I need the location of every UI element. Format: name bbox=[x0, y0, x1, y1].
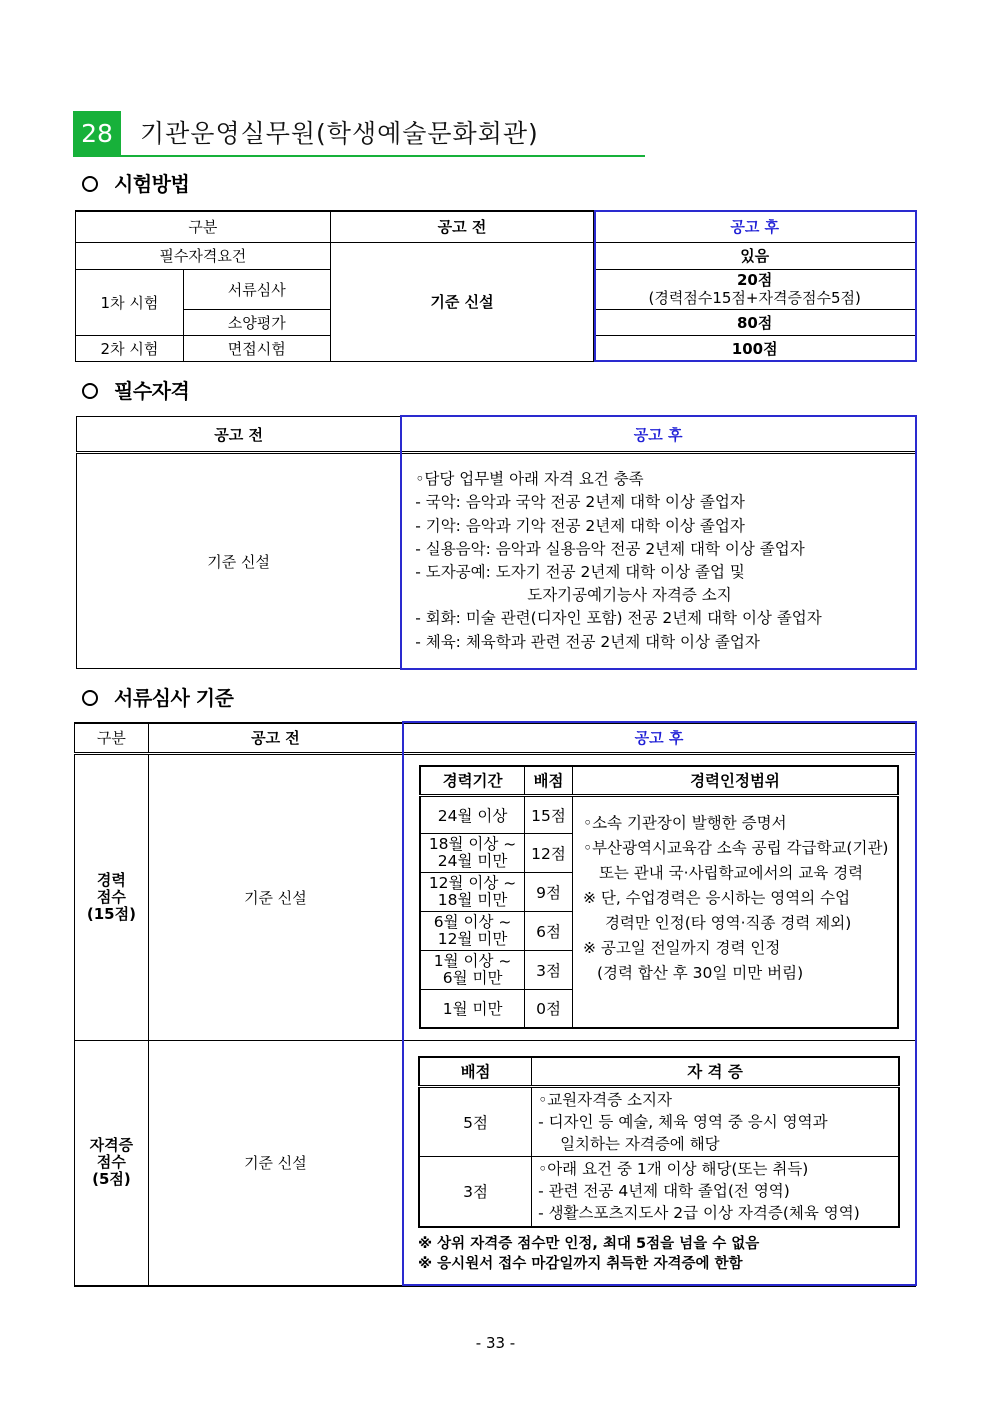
label-line: 경력 bbox=[96, 870, 126, 889]
label-line: (5점) bbox=[92, 1170, 131, 1189]
period-line: 6월 이상 ~ bbox=[433, 913, 512, 931]
table-row-score: 0점 bbox=[525, 990, 573, 1028]
period-line: 1월 이상 ~ bbox=[433, 952, 512, 970]
scope-line: 경력만 인정(타 영역·직종 경력 제외) bbox=[604, 914, 852, 932]
col-score: 배점 bbox=[525, 766, 573, 796]
period-line: 6월 미만 bbox=[442, 969, 503, 987]
list-item: - 실용음악: 음악과 실용음악 전공 2년제 대학 이상 졸업자 bbox=[415, 539, 805, 558]
scope-line: 또는 관내 국·사립학교에서의 교육 경력 bbox=[598, 864, 864, 882]
license-line: - 관련 전공 4년제 대학 졸업(전 영역) bbox=[538, 1182, 790, 1201]
table-row-score: 12점 bbox=[525, 834, 573, 873]
col-scope: 경력인정범위 bbox=[572, 766, 898, 796]
career-after-cell bbox=[403, 753, 916, 1040]
header-category: 구분 bbox=[76, 211, 331, 242]
label-line: (15점) bbox=[86, 904, 136, 923]
license-line: ◦아래 요건 중 1개 이상 해당(또는 취득) bbox=[538, 1160, 809, 1179]
circle-bullet-icon bbox=[82, 176, 98, 192]
before-value: 기준 신설 bbox=[77, 453, 401, 669]
license-notes bbox=[403, 1234, 915, 1274]
section-heading-text: 필수자격 bbox=[114, 379, 190, 403]
table-row-score: 15점 bbox=[525, 796, 573, 834]
col-license: 자 격 증 bbox=[532, 1057, 899, 1087]
license-score-table bbox=[418, 1056, 900, 1228]
header-before: 공고 전 bbox=[330, 211, 594, 242]
section-heading-text: 시험방법 bbox=[114, 172, 190, 196]
license-before-value: 기준 신설 bbox=[148, 1040, 402, 1286]
header-before: 공고 전 bbox=[77, 417, 401, 453]
table-row-period: 1월 미만 bbox=[420, 990, 525, 1028]
header-before: 공고 전 bbox=[148, 723, 402, 753]
doc-score: 20점 bbox=[736, 271, 773, 289]
header-after: 공고 후 bbox=[401, 417, 916, 453]
table-row-period bbox=[420, 873, 525, 912]
license-line: ◦교원자격증 소지자 bbox=[538, 1091, 672, 1109]
row-required: 필수자격요건 bbox=[76, 242, 331, 269]
qual-list bbox=[401, 468, 915, 654]
doc-detail: (경력점수15점+자격증점수5점) bbox=[648, 289, 861, 307]
title-underline bbox=[73, 155, 645, 157]
period-line: 12월 이상 ~ bbox=[428, 874, 517, 892]
after-required: 있음 bbox=[594, 242, 916, 269]
row-doc: 서류심사 bbox=[183, 269, 330, 309]
section-number-badge: 28 bbox=[73, 111, 121, 156]
page-title: 기관운영실무원(학생예술문화회관) bbox=[140, 119, 539, 148]
scope-line: ◦소속 기관장이 발행한 증명서 bbox=[582, 814, 787, 832]
col-score: 배점 bbox=[419, 1057, 532, 1087]
label-line: 자격증 bbox=[89, 1136, 134, 1155]
label-line: 점수 bbox=[96, 1153, 126, 1172]
scope-line: (경력 합산 후 30일 미만 버림) bbox=[596, 964, 804, 982]
page-number: - 33 - bbox=[475, 1334, 516, 1352]
note-line: ※ 응시원서 접수 마감일까지 취득한 자격증에 한함 bbox=[418, 1255, 743, 1272]
after-doc bbox=[594, 269, 916, 309]
row-interview: 면접시험 bbox=[183, 335, 330, 361]
list-item: - 회화: 미술 관련(디자인 포함) 전공 2년제 대학 이상 졸업자 bbox=[415, 609, 822, 628]
license-line: - 디자인 등 예술, 체육 영역 중 응시 영역과 bbox=[538, 1113, 828, 1131]
table-row-score: 6점 bbox=[525, 912, 573, 951]
list-item: - 국악: 음악과 국악 전공 2년제 대학 이상 졸업자 bbox=[415, 493, 745, 512]
header-after: 공고 후 bbox=[594, 211, 916, 242]
note-line: ※ 상위 자격증 점수만 인정, 최대 5점을 넘을 수 없음 bbox=[418, 1235, 760, 1252]
exam-method-table bbox=[75, 210, 916, 362]
circle-bullet-icon bbox=[82, 690, 98, 706]
section-heading-exam-method bbox=[82, 170, 189, 198]
section-heading-doc-review bbox=[82, 684, 233, 712]
table-row-score: 3점 bbox=[419, 1157, 532, 1227]
period-line: 18월 이상 ~ bbox=[428, 835, 517, 853]
header-category: 구분 bbox=[75, 723, 149, 753]
section-heading-required-qual bbox=[82, 377, 189, 405]
col-period: 경력기간 bbox=[420, 766, 525, 796]
table-row-period bbox=[420, 912, 525, 951]
list-item: ◦담당 업무별 아래 자격 요건 충족 bbox=[415, 470, 644, 489]
after-interview: 100점 bbox=[594, 335, 916, 361]
license-after-cell bbox=[403, 1040, 916, 1286]
license-line: 일치하는 자격증에 해당 bbox=[560, 1135, 720, 1153]
table-row-license bbox=[532, 1087, 899, 1157]
required-qual-table bbox=[76, 416, 916, 669]
row-second-exam: 2차 시험 bbox=[76, 335, 184, 361]
list-item: - 체육: 체육학과 관련 전공 2년제 대학 이상 졸업자 bbox=[415, 632, 760, 651]
scope-line: ◦부산광역시교육감 소속 공립 각급학교(기관) bbox=[582, 839, 889, 857]
table-row-license bbox=[532, 1157, 899, 1227]
table-row-period: 24월 이상 bbox=[420, 796, 525, 834]
table-row-period bbox=[420, 834, 525, 873]
scope-line: ※ 공고일 전일까지 경력 인정 bbox=[582, 939, 781, 957]
license-label bbox=[75, 1040, 149, 1286]
list-item: - 도자공예: 도자기 전공 2년제 대학 이상 졸업 및 bbox=[415, 563, 745, 581]
career-score-table bbox=[419, 765, 899, 1029]
license-line: - 생활스포츠지도사 2급 이상 자격증(체육 영역) bbox=[538, 1204, 860, 1223]
qual-list-cell bbox=[401, 453, 916, 669]
list-item: 도자기공예기능사 자격증 소지 bbox=[527, 586, 732, 605]
before-value: 기준 신설 bbox=[330, 242, 594, 361]
table-row-score: 5점 bbox=[419, 1087, 532, 1157]
header-after: 공고 후 bbox=[403, 723, 916, 753]
career-before-value: 기준 신설 bbox=[148, 753, 402, 1040]
circle-bullet-icon bbox=[82, 383, 98, 399]
period-line: 12월 미만 bbox=[437, 930, 508, 948]
career-label bbox=[75, 753, 149, 1040]
doc-review-table bbox=[74, 722, 916, 1287]
label-line: 점수 bbox=[96, 887, 126, 906]
table-row-score: 3점 bbox=[525, 951, 573, 990]
row-first-exam: 1차 시험 bbox=[76, 269, 184, 335]
table-row-score: 9점 bbox=[525, 873, 573, 912]
section-heading-text: 서류심사 기준 bbox=[114, 686, 234, 710]
period-line: 18월 미만 bbox=[437, 891, 508, 909]
after-attitude: 80점 bbox=[594, 309, 916, 335]
row-attitude: 소양평가 bbox=[183, 309, 330, 335]
scope-line: ※ 단, 수업경력은 응시하는 영역의 수업 bbox=[582, 889, 851, 907]
scope-cell bbox=[572, 796, 898, 1028]
table-row-period bbox=[420, 951, 525, 990]
list-item: - 기악: 음악과 기악 전공 2년제 대학 이상 졸업자 bbox=[415, 516, 745, 535]
period-line: 24월 미만 bbox=[437, 852, 508, 870]
